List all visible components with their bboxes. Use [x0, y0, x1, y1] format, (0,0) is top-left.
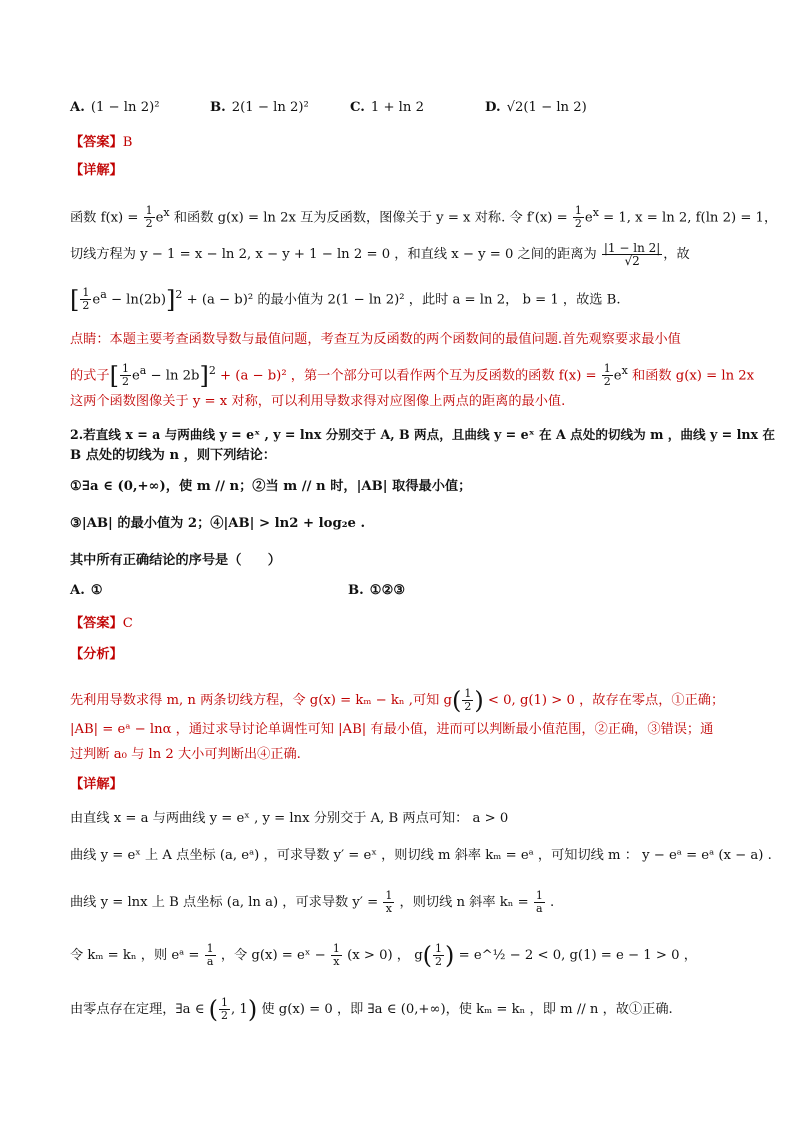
detail-2-line-5: 由零点存在定理，∃a ∈ ( $\frac{1}{2}$ , 1) 使 g(x) = 0 ，即 ∃a ∈ (0,+∞)，使 kₘ = kₙ ，即 m // n ，故①正确. — [70, 995, 673, 1024]
choice-text: 2(1 − ln 2)² — [231, 100, 309, 115]
choice-text: √2(1 − ln 2) — [506, 100, 587, 115]
q2-line-5: 其中所有正确结论的序号是（ ） — [70, 553, 281, 568]
choice-c — [350, 100, 424, 115]
detail-1-line-1: 函数 f(x) = $\frac{1}{2}$ $e^x$ 和函数 g(x) = ln 2x 互为反函数，图像关于 y = x 对称. 令 f′(x) = $\frac{1}{2}$ $e^x = 1$, x = ln 2, f(ln 2) = 1， — [70, 204, 778, 231]
choice-b — [210, 100, 309, 115]
detail-2-line-1: 由直线 x = a 与两曲线 y = eˣ , y = lnx 分别交于 A, B 两点可知： a > 0 — [70, 811, 509, 826]
answer-2: 【答案】C — [70, 616, 133, 631]
detail-1-line-3: [ $\frac{1}{2}$ $e^a - \ln(2b)]^2 + (a - b)^2$ 的最小值为 2(1 − ln 2)² ，此时 a = ln 2， b = 1 ，故选 B. — [70, 285, 621, 314]
choice-a: A. ① — [70, 583, 103, 598]
choice-a — [70, 100, 160, 115]
detail-1-line-2: 切线方程为 y − 1 = x − ln 2, x − y + 1 − ln 2 = 0 ，和直线 x − y = 0 之间的距离为 $\frac{|1 - \ln 2|}{√2}$ ，故 — [70, 241, 690, 268]
choice-letter: C. — [350, 100, 365, 115]
choice-b: B. ①②③ — [348, 583, 406, 598]
detail-2-line-4: 令 kₘ = kₙ ，则 eᵃ = $\frac{1}{a}$ ，令 g(x) = eˣ − $\frac{1}{x}$ (x > 0) ， g( $\frac{1}{2}$ ) = e^½ − 2 < 0, g(1) = e − 1 > 0 ， — [70, 941, 697, 970]
q2-line-3: ①∃a ∈ (0,+∞)，使 m // n；②当 m // n 时，|AB| 取得最小值； — [70, 479, 472, 494]
answer-tag: 【答案】 — [70, 135, 123, 150]
choice-text: 1 + ln 2 — [370, 100, 424, 115]
choice-letter: D. — [485, 100, 501, 115]
choice-letter: B. — [210, 100, 226, 115]
analysis-line-2: |AB| = eᵃ − lnα ，通过求导讨论单调性可知 |AB| 有最小值，进而可以判断最小值范围，②正确，③错误；通 — [70, 722, 714, 737]
choice-letter: A. — [70, 100, 85, 115]
analysis-tag: 【分析】 — [70, 647, 123, 662]
q2-line-2: B 点处的切线为 n ，则下列结论： — [70, 448, 276, 463]
analysis-line-3: 过判断 a₀ 与 ln 2 大小可判断出④正确. — [70, 747, 301, 762]
q2-line-4: ③|AB| 的最小值为 2；④|AB| > ln2 + log₂e . — [70, 516, 366, 531]
answer-value: B — [122, 135, 133, 150]
detail-2-tag: 【详解】 — [70, 777, 123, 792]
note-1-line-3: 这两个函数图像关于 y = x 对称，可以利用导数求得对应图像上两点的距离的最小值. — [70, 394, 566, 409]
detail-tag: 【详解】 — [70, 163, 123, 178]
note-1-line-2: 的式子[ $\frac{1}{2}$ $e^a - \ln 2b]^2 + (a - b)^2$ ，第一个部分可以看作两个互为反函数的函数 f(x) = $\frac{1}{2}$ $e^x$ 和函数 g(x) = ln 2x — [70, 361, 755, 390]
q2-line-1: 2.若直线 x = a 与两曲线 y = eˣ , y = lnx 分别交于 A, B 两点，且曲线 y = eˣ 在 A 点处的切线为 m ，曲线 y = lnx 在 — [70, 427, 776, 442]
analysis-line-1: 先利用导数求得 m, n 两条切线方程，令 g(x) = kₘ − kₙ ,可知 g( $\frac{1}{2}$ ) < 0, g(1) > 0 ，故存在零点，①正确； — [70, 686, 725, 715]
detail-2-line-3: 曲线 y = lnx 上 B 点坐标 (a, ln a) ，可求导数 y′ = $\frac{1}{x}$ ，则切线 n 斜率 kₙ = $\frac{1}{a}$ . — [70, 889, 555, 915]
choice-text: (1 − ln 2)² — [90, 100, 160, 115]
note-1-line-1: 点睛：本题主要考查函数导数与最值问题，考查互为反函数的两个函数间的最值问题.首先观察要求最小值 — [70, 332, 681, 347]
answer-1 — [70, 133, 744, 153]
choice-d — [485, 100, 587, 115]
detail-2-line-2: 曲线 y = eˣ 上 A 点坐标 (a, eᵃ) ，可求导数 y′ = eˣ ，则切线 m 斜率 kₘ = eᵃ ，可知切线 m ： y − eᵃ = eᵃ (x − a) . — [70, 848, 772, 863]
detail-1-tag — [70, 161, 744, 181]
